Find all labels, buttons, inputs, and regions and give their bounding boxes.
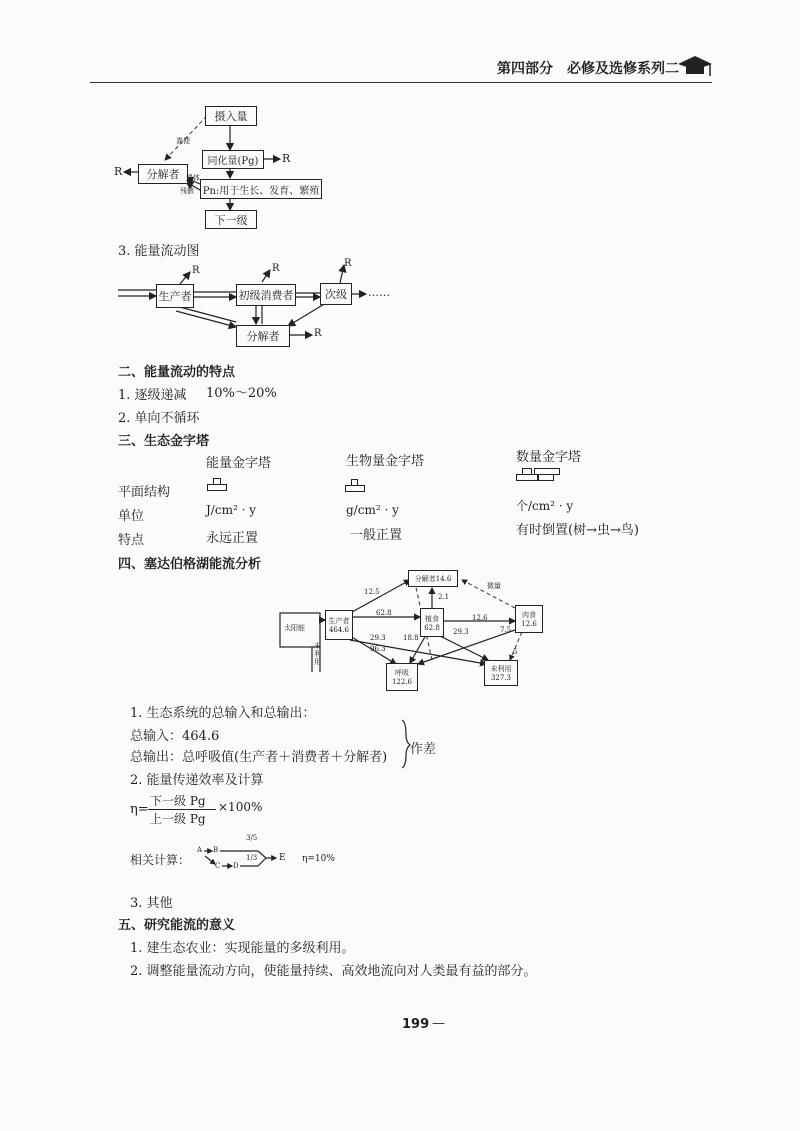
formula-numerator: 下一级 Pg: [150, 794, 206, 808]
flow-value: 5: [513, 648, 518, 656]
unit-value: g/cm² · y: [346, 503, 399, 517]
flow-value: 29.3: [453, 628, 469, 636]
formula-denominator: 上一级 Pg: [150, 812, 206, 826]
flow-value: 2.1: [438, 593, 450, 601]
node-c: C: [215, 862, 221, 870]
pyramid-column-header: 数量金字塔: [516, 450, 582, 465]
decomposer-box: 分解者: [138, 164, 188, 184]
r-label: R: [272, 263, 280, 274]
significance-item: 1. 建生态农业：实现能量的多级利用。: [130, 941, 355, 956]
sun-energy-label: 太阳能: [284, 624, 305, 632]
fraction-label: 3/5: [246, 834, 258, 842]
feces-label: 粪便: [176, 137, 190, 145]
handwritten-note: 作差: [410, 742, 437, 757]
flow-value: 96.3: [370, 645, 386, 653]
next-level-box: 下一级: [205, 210, 257, 229]
trace-label: 微量: [487, 582, 501, 590]
herbivore-value: 62.8: [424, 623, 440, 632]
unused-node-value: 327.3: [490, 674, 512, 682]
intake-box: 摄入量: [205, 106, 257, 126]
efficiency-result: η=10%: [302, 854, 335, 864]
pn-box: Pn:用于生长、发育、繁殖: [200, 179, 322, 199]
section-lake-analysis-title: 四、塞达伯格湖能流分析: [118, 557, 262, 572]
flow-value: 62.8: [376, 609, 392, 617]
section-energy-flow-diagram-title: 3. 能量流动图: [118, 244, 200, 259]
feature-value: 一般正置: [350, 528, 403, 543]
debris-label: 残骸: [180, 187, 194, 195]
flow-value: 18.8: [403, 634, 419, 642]
unit-value: J/cm² · y: [206, 503, 256, 517]
carnivore-label: 肉食: [522, 611, 536, 619]
unused-node-label: 未利用: [490, 665, 512, 673]
flow-value: 12.5: [364, 588, 380, 596]
respiration-label: 呼吸: [395, 669, 409, 677]
remains-label: 遗体: [186, 174, 200, 182]
primary-consumer-box: 初级消费者: [236, 284, 296, 306]
eta-symbol: η=: [130, 802, 149, 817]
row-label: 单位: [118, 509, 145, 524]
fraction-label: 1/3: [246, 854, 258, 862]
r-label: R: [114, 165, 123, 178]
flow-value: 29.3: [370, 634, 386, 642]
flow-value: 12.6: [472, 614, 488, 622]
decomposer-box: 分解者: [236, 325, 290, 347]
formula-multiplier: ×100%: [218, 800, 263, 814]
page-number: 199: [402, 1017, 430, 1032]
significance-item: 2. 调整能量流动方向，使能量持续、高效地流向对人类最有益的部分。: [130, 964, 537, 979]
header-title: 第四部分 必修及选修系列二: [497, 61, 679, 77]
node-d: D: [233, 862, 239, 870]
section-characteristics-title: 二、能量流动的特点: [118, 365, 236, 380]
r-label: R: [282, 152, 291, 165]
calc-label: 相关计算：: [130, 853, 191, 867]
handwritten-note: 10%～20%: [206, 386, 277, 401]
feature-value: 永远正置: [206, 531, 259, 546]
io-title: 1. 生态系统的总输入和总输出：: [130, 706, 316, 721]
efficiency-title: 2. 能量传递效率及计算: [130, 773, 264, 788]
unused-label: 未利用: [314, 642, 321, 666]
flow-value: 7.5: [500, 626, 512, 634]
secondary-consumer-box: 次级: [320, 283, 352, 305]
total-output: 总输出：总呼吸值(生产者＋消费者＋分解者): [130, 750, 388, 765]
herbivore-label: 植食: [425, 614, 439, 623]
producer-value: 464.6: [328, 626, 350, 634]
feature-value: 有时倒置(树→虫→鸟): [516, 523, 639, 538]
continuation-dots: ……: [368, 286, 390, 299]
carnivore-value: 12.6: [521, 620, 537, 628]
characteristic-item: 2. 单向不循环: [118, 411, 200, 426]
r-label: R: [192, 265, 200, 276]
r-label: R: [314, 328, 322, 339]
pyramid-column-header: 生物量金字塔: [346, 454, 425, 469]
unit-value: 个/cm² · y: [516, 499, 574, 513]
assimilation-box: 同化量(Pg): [202, 150, 264, 169]
decomposer-node: 分解者14.6: [408, 570, 458, 587]
footer-dash: —: [432, 1016, 445, 1031]
row-label: 平面结构: [118, 485, 171, 500]
producer-box: 生产者: [156, 284, 194, 308]
pyramid-column-header: 能量金字塔: [206, 456, 272, 471]
producer-label: 生产者: [328, 617, 350, 625]
section-pyramid-title: 三、生态金字塔: [118, 434, 210, 449]
r-label: R: [344, 258, 352, 269]
respiration-value: 122.6: [391, 678, 413, 686]
row-label: 特点: [118, 533, 145, 548]
other-item: 3. 其他: [130, 896, 173, 911]
characteristic-item: 1. 逐级递减: [118, 388, 187, 403]
total-input: 总输入：464.6: [130, 729, 220, 744]
section-significance-title: 五、研究能流的意义: [118, 918, 236, 933]
node-e: E: [279, 853, 286, 863]
node-a: A: [197, 846, 203, 854]
node-b: B: [213, 846, 219, 854]
